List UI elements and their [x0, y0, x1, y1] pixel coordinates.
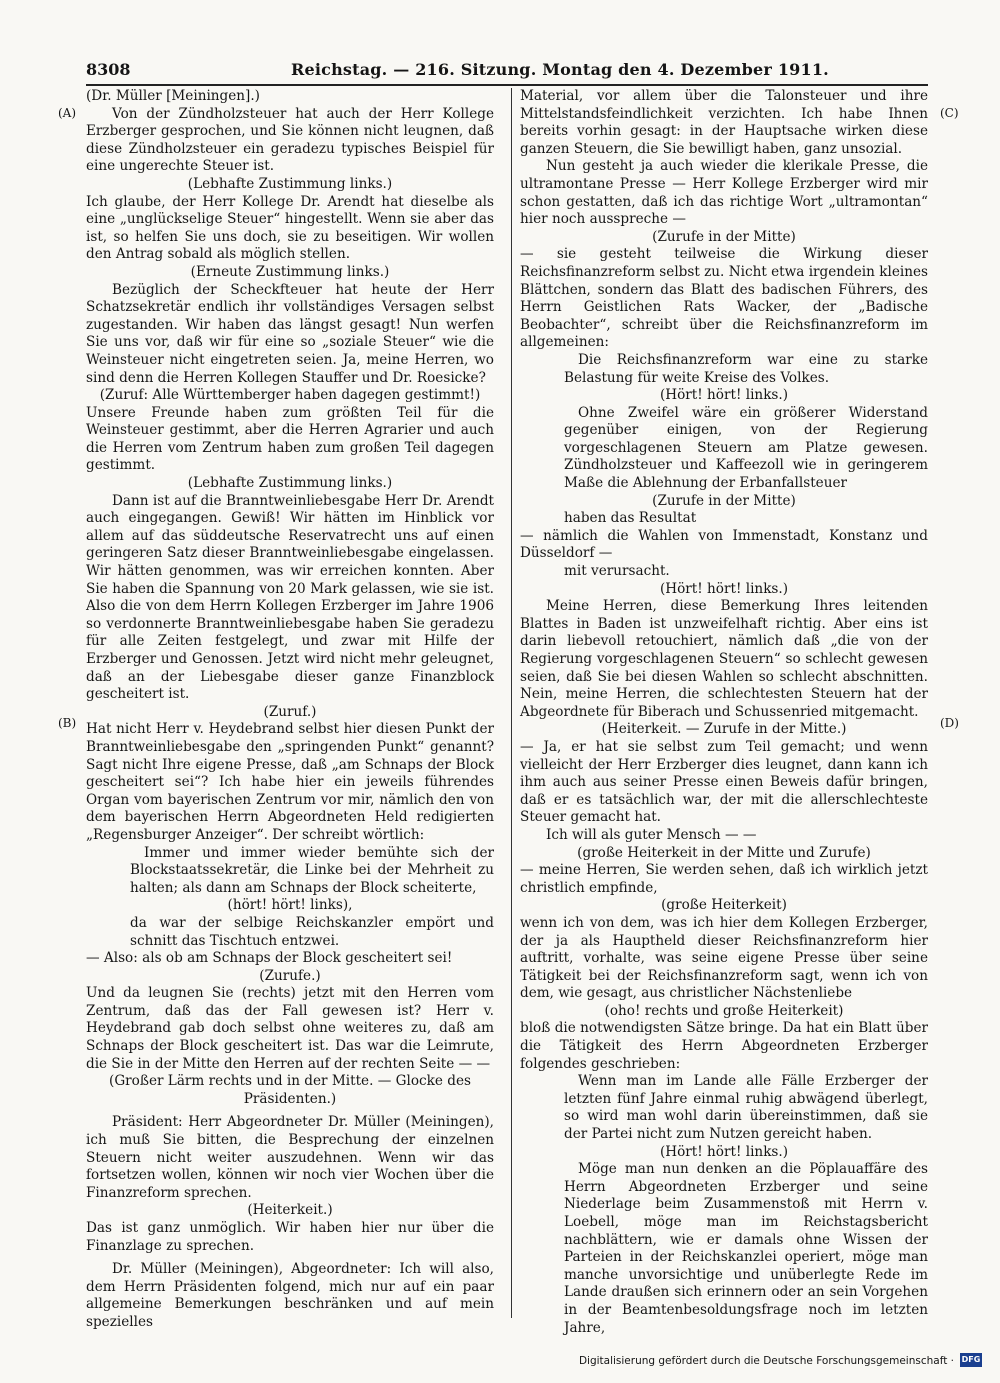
quotation: Immer und immer wieder bemühte sich der Blockstaatssekretär, die Linke bei der Mehrheit zu halten; als dann am Schnaps der Block scheiterte, [130, 844, 494, 896]
column-divider [511, 88, 512, 1318]
paragraph: bloß die notwendigsten Sätze bringe. Da hat ein Blatt über die Tätigkeit des Herrn Abgeordneten Erzberger folgendes geschrieben: [520, 1020, 928, 1072]
quotation: Möge man nun denken an die Pöplauaffäre des Herrn Abgeordneten Erzberger und seine Niederlage beim Zusammenstoß mit Herrn v. Loebell, möge man im Reichstagsbericht nachblättern, wie er damals ohne Wissen der Parteien in der Reichskanzlei operiert, möge man manche unvorsichtige und unüberlegte Rede im Lande draußen sich erinnern oder an sein Vorgehen in der Beamtenbesoldungsfrage noch im letzten Jahre, [564, 1161, 928, 1336]
margin-marker-b: (B) [58, 716, 77, 730]
paragraph: Material, vor allem über die Talonsteuer und ihre Mittelstandsfeindlichkeit verzichten. Ich habe Ihnen bereits vorhin gesagt: in der Hauptsache wirken diese ganzen Steuern, die Sie bewilligt haben, ganz unsozial. [520, 88, 928, 157]
interjection: (Lebhafte Zustimmung links.) [187, 475, 393, 492]
speaker-continuation: (Dr. Müller [Meiningen].) [86, 88, 260, 104]
interjection: (Zurufe.) [259, 967, 321, 984]
interjection: (Hört! hört! links.) [659, 387, 789, 404]
interjection: (große Heiterkeit) [661, 897, 787, 914]
running-title: Reichstag. — 216. Sitzung. Montag den 4. Dezember 1911. [291, 60, 829, 79]
paragraph: wenn ich von dem, was ich hier dem Kollegen Erzberger, der ja als Hauptheld dieser Reichsfinanzreform hier auftritt, vorhalte, was seine eigene Presse über seine Tätigkeit bei der Reichsfinanzreform sagt, wenn ich von dem, wie gesagt, aus christlicher Nächstenliebe [520, 914, 928, 1002]
paragraph: Hat nicht Herr v. Heydebrand selbst hier diesen Punkt der Branntweinliebesgabe den „springenden Punkt“ genannt? Sagt nicht Ihre eigene Presse, daß „am Schnaps der Block gescheitert sei“? Ich habe hier ein jeweils führendes Organ vom bayerischen Zentrum vor mir, nämlich den von dem bayerischen Herrn Abgeordneten Held redigierten „Regensburger Anzeiger“. Der schreibt wörtlich: [86, 721, 494, 843]
paragraph: Das ist ganz unmöglich. Wir haben hier nur über die Finanzlage zu sprechen. [86, 1220, 494, 1254]
interjection: (Heiterkeit.) [247, 1202, 333, 1219]
quotation: Wenn man im Lande alle Fälle Erzberger der letzten fünf Jahre einmal ruhig abwägend überlegt, so wird man wohl darin übereinstimmen, daß sie der Partei nicht zum Nutzen gereicht haben. [564, 1073, 928, 1143]
paragraph: Bezüglich der Scheckfteuer hat heute der Herr Schatzsekretär endlich ihr vollständiges Versagen selbst zugestanden. Wir haben das längst gesagt! Nun werfen Sie uns vor, daß wir für eine so „soziale Steuer“ wie die Weinsteuer nicht eingetreten seien. Ja, meine Herren, wo sind denn die Herren Kollegen Stauffer und Dr. Roesicke? [86, 281, 494, 386]
page-header [86, 60, 928, 84]
interjection: (Zurufe in der Mitte) [652, 228, 796, 245]
paragraph: — sie gesteht teilweise die Wirkung dieser Reichsfinanzreform selbst zu. Nicht etwa irgendein kleines Blättchen, sondern das Blatt des badischen Führers, des Herrn Geistlichen Rats Wacker, der „Badische Beobachter“, schreibt über die Reichsfinanzreform im allgemeinen: [520, 246, 928, 351]
interjection: (große Heiterkeit in der Mitte und Zurufe) [577, 844, 871, 861]
interjection: (Erneute Zustimmung links.) [190, 263, 390, 280]
interjection: (Zuruf.) [263, 703, 317, 720]
interjection: (Heiterkeit. — Zurufe in der Mitte.) [601, 721, 847, 738]
interjection: (Lebhafte Zustimmung links.) [187, 175, 393, 192]
paragraph: — meine Herren, Sie werden sehen, daß ich wirklich jetzt christlich empfinde, [520, 862, 928, 896]
quotation: Ohne Zweifel wäre ein größerer Widerstand gegenüber einigen, von der Regierung vorgeschlagenen Steuern am Platze gewesen. Zündholzsteuer und Kaffeezoll wie in geringerem Maße die Ablehnung der Erbanfallsteuer [564, 404, 928, 492]
paragraph: Von der Zündholzsteuer hat auch der Herr Kollege Erzberger gesprochen, und Sie können nicht leugnen, daß diese Zündholzsteuer ein geradezu typisches Beispiel für eine ungerechte Steuer ist. [86, 105, 494, 175]
paragraph: Meine Herren, diese Bemerkung Ihres leitenden Blattes in Baden ist unzweifelhaft richtig. Aber eins ist darin liebevoll retouchiert, nämlich daß „die von der Regierung vorgeschlagenen Steuern“ so schlecht gewesen seien, daß Sie bei diesen Wahlen so schlecht abschnitten. Nein, meine Herren, die schlechtesten Steuern hat der Abgeordnete für Biberach und Schussenried mitgemacht. [520, 598, 928, 720]
margin-marker-a: (A) [58, 106, 77, 120]
paragraph: Ich glaube, der Herr Kollege Dr. Arendt hat dieselbe als eine „unglückselige Steuer“ hingestellt. Wenn sie aber das ist, so helfen Sie uns doch, sie zu beseitigen. Wir wollen den Antrag sobald als möglich stellen. [86, 193, 494, 263]
quotation: mit verursacht. [564, 563, 670, 580]
right-column [520, 88, 928, 1336]
paragraph: — nämlich die Wahlen von Immenstadt, Konstanz und Düsseldorf — [520, 527, 928, 562]
digitization-credit: Digitalisierung gefördert durch die Deutsche Forschungsgemeinschaft · [578, 1355, 954, 1367]
quotation: da war der selbige Reichskanzler empört und schnitt das Tischtuch entzwei. [130, 914, 494, 949]
dfg-logo: DFG [960, 1353, 982, 1367]
interjection: (Hört! hört! links.) [659, 580, 789, 597]
page-number: 8308 [86, 60, 131, 79]
interjection: (Zurufe in der Mitte) [652, 492, 796, 509]
margin-marker-d: (D) [940, 716, 959, 730]
margin-marker-c: (C) [940, 106, 959, 120]
speaker-statement: Dr. Müller (Meiningen), Abgeordneter: Ich will also, dem Herrn Präsidenten folgend, mich nur auf ein paar allgemeine Bemerkungen beschränken und auf mein spezielles [86, 1261, 494, 1330]
header-rule [86, 84, 928, 86]
paragraph: Ich will als guter Mensch — — [546, 826, 757, 843]
left-column [86, 88, 494, 1330]
quotation: haben das Resultat [564, 510, 697, 527]
interjection: (oho! rechts und große Heiterkeit) [604, 1002, 844, 1019]
interjection: (Zuruf: Alle Württemberger haben dagegen gestimmt!) [99, 387, 481, 404]
interjection: (Hört! hört! links.) [659, 1143, 789, 1160]
president-statement: Präsident: Herr Abgeordneter Dr. Müller (Meiningen), ich muß Sie bitten, die Besprechung der einzelnen Steuern nicht weiter auszudehnen. Wenn wir das fortsetzen wollen, können wir noch vier Wochen über die Finanzreform sprechen. [86, 1114, 494, 1201]
interjection: (hört! hört! links), [227, 897, 353, 914]
paragraph: Unsere Freunde haben zum größten Teil für die Weinsteuer gestimmt, aber die Herren Agrarier und auch die Herren vom Zentrum haben zum großen Teil dagegen gestimmt. [86, 404, 494, 474]
paragraph: Nun gesteht ja auch wieder die klerikale Presse, die ultramontane Presse — Herr Kollege Erzberger wird mir schon gestatten, daß ich das richtige Wort „ultramontan“ hier noch ausspreche — [520, 158, 928, 228]
paragraph: Und da leugnen Sie (rechts) jetzt mit den Herren vom Zentrum, daß das der Fall gewesen ist? Herr v. Heydebrand gab doch selbst ohne weiteres zu, daß am Schnaps der Block gescheitert ist. Das war die Leimrute, die Sie in der Mitte den Herren auf der rechten Seite — — [86, 985, 494, 1072]
paragraph: — Also: als ob am Schnaps der Block gescheitert sei! [86, 950, 453, 967]
interjection: (Großer Lärm rechts und in der Mitte. — Glocke des Präsidenten.) [109, 1073, 471, 1107]
paragraph: — Ja, er hat sie selbst zum Teil gemacht; und wenn vielleicht der Herr Erzberger dies leugnet, dann kann ich ihm auch aus seiner Presse einen Beweis dafür bringen, daß er es tatsächlich war, der mit die allerschlechteste Steuer gemacht hat. [520, 738, 928, 826]
quotation: Die Reichsfinanzreform war eine zu starke Belastung für weite Kreise des Volkes. [564, 351, 928, 386]
paragraph: Dann ist auf die Branntweinliebesgabe Herr Dr. Arendt auch eingegangen. Gewiß! Wir hätten im Hinblick vor allem auf das süddeutsche Reservatrecht uns auf einen geringeren Satz dieser Branntweinliebesgabe eingelassen. Wir hätten genommen, was wir erreichen konnten. Aber Sie haben die Spannung von 20 Mark gelassen, wie sie ist. Also die von dem Herrn Kollegen Erzberger im Jahre 1906 so verdonnerte Branntweinliebesgabe haben Sie geradezu für alle Zeiten festgelegt, und zwar mit Hilfe der Erzberger und Genossen. Jetzt wird nicht mehr geleugnet, daß an der Liebesgabe dieser ganze Finanzblock gescheitert ist. [86, 492, 494, 703]
